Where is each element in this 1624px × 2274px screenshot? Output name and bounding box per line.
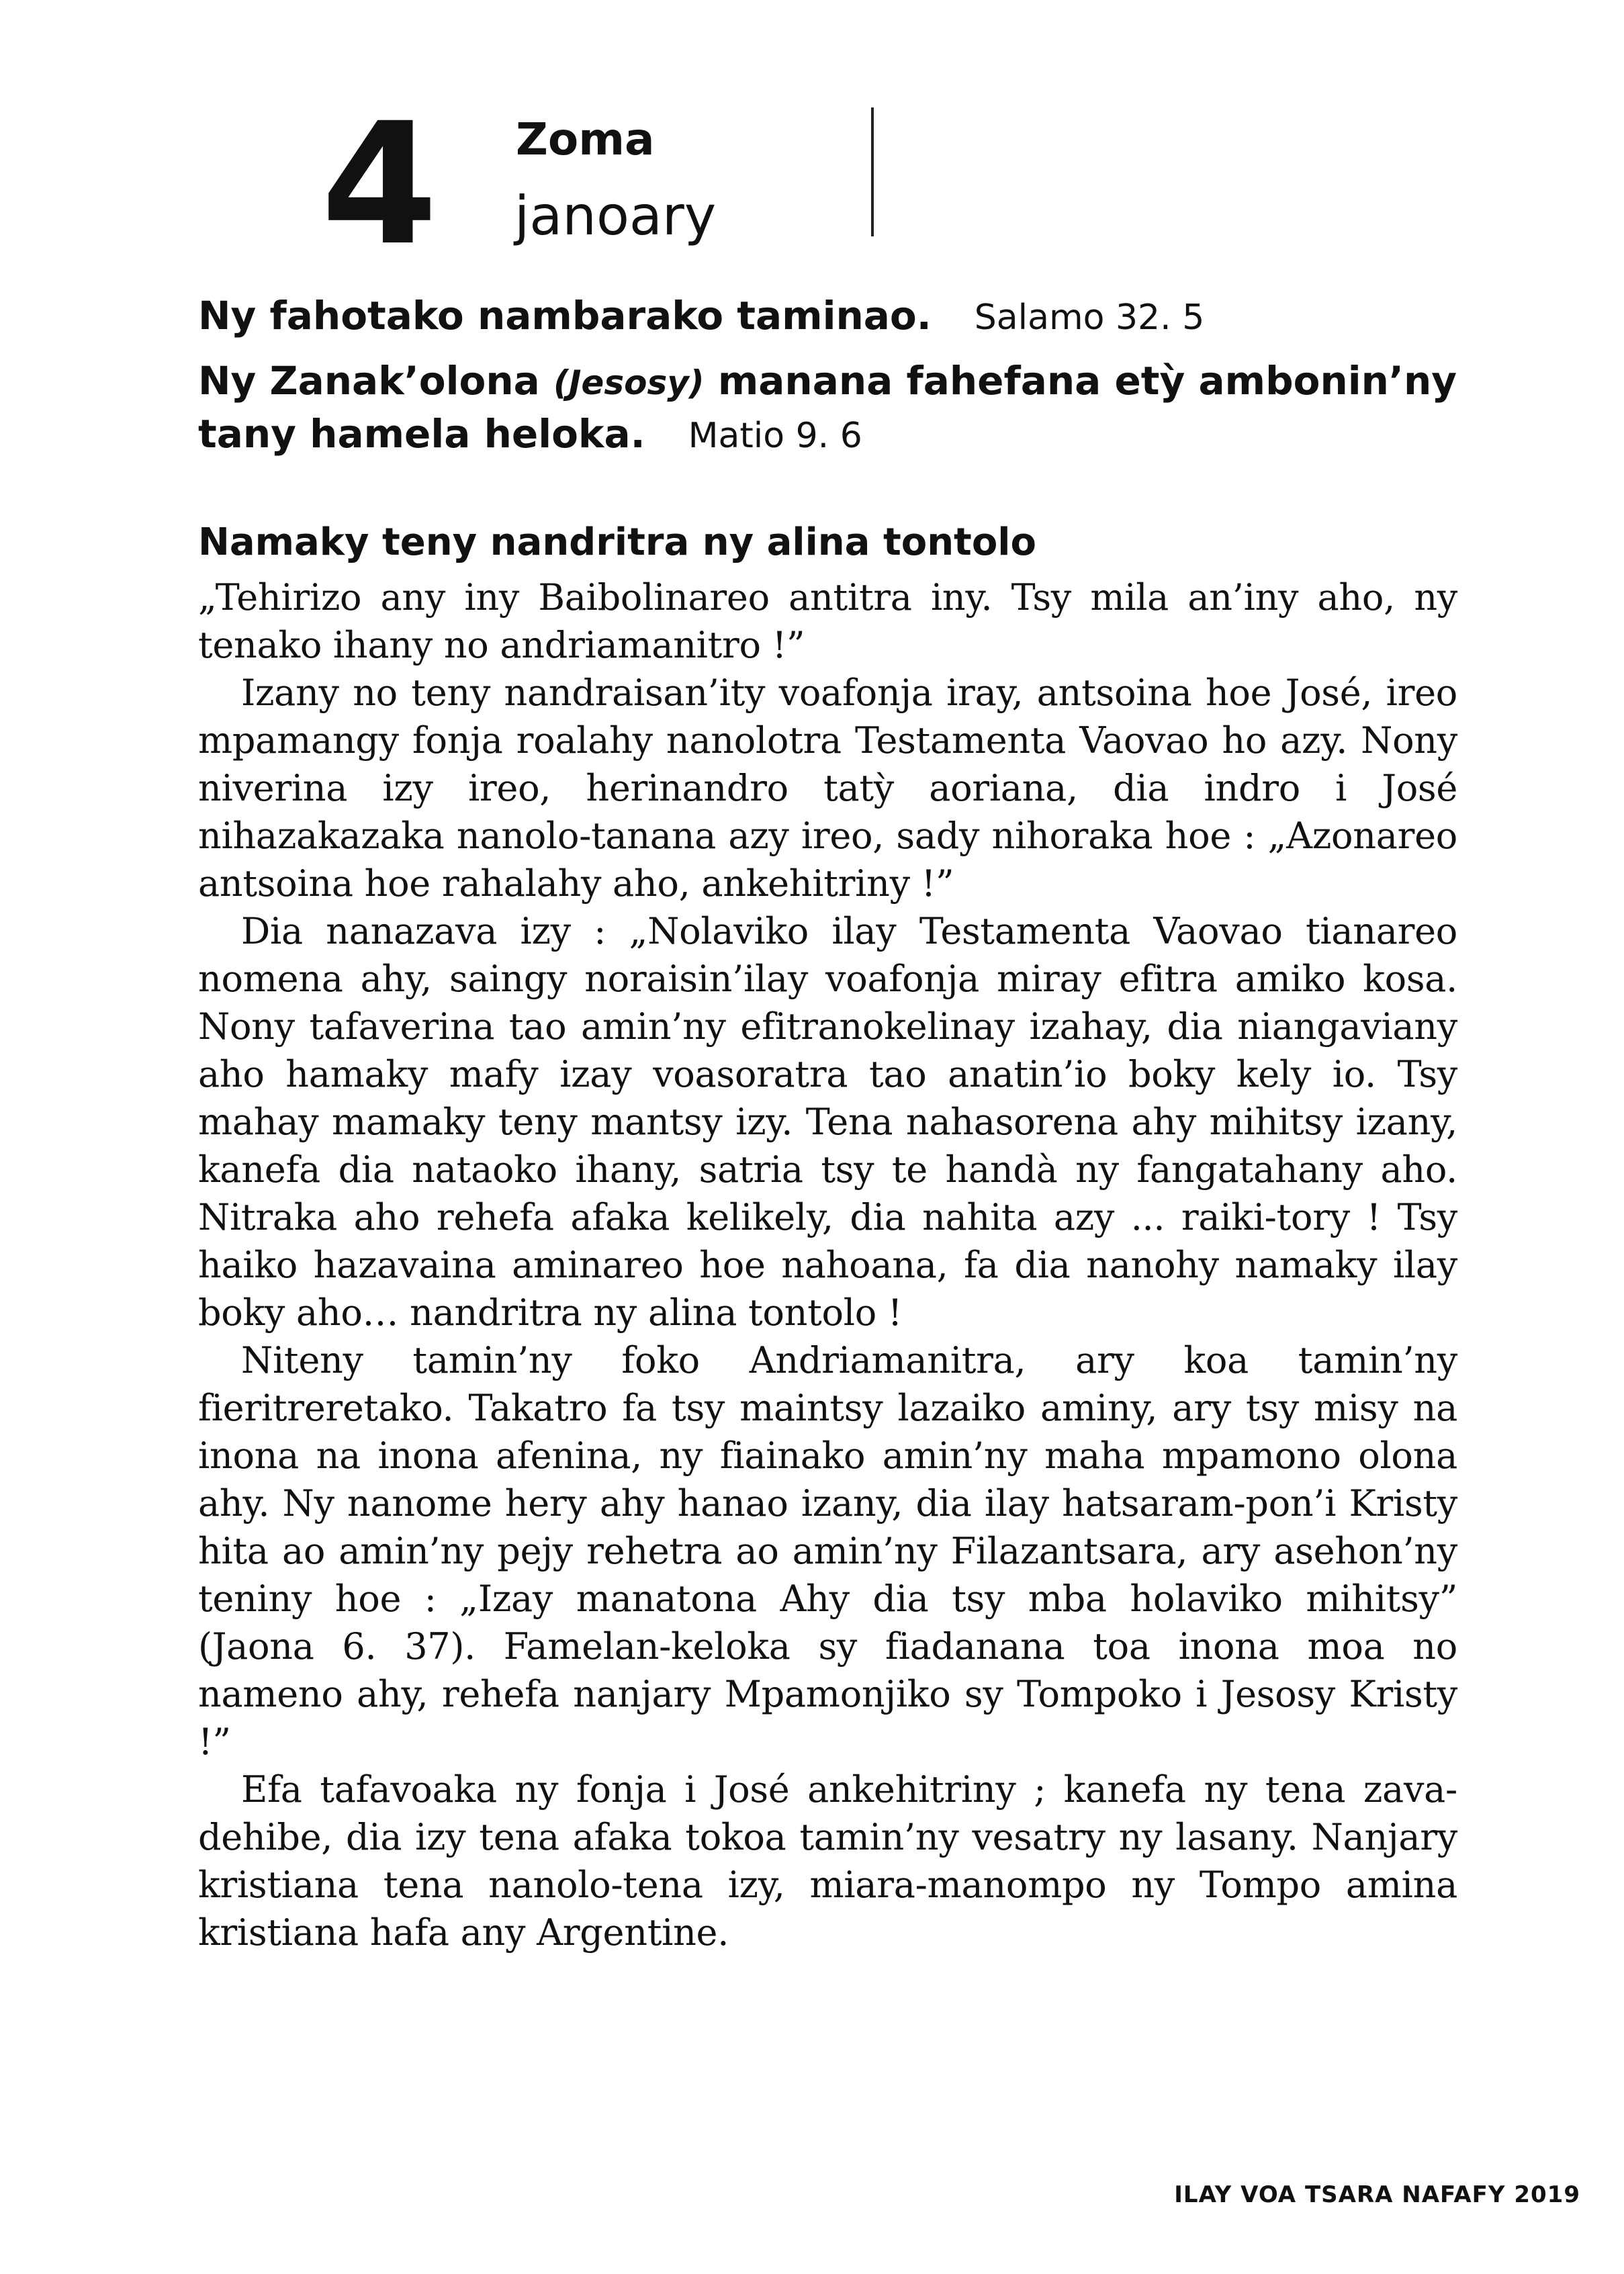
day-number: 4 [321, 87, 434, 282]
verse-2-text-before: Ny Zanak’olona [198, 358, 553, 404]
article-paragraph-2: Izany no teny nandraisan’ity voafonja iray, antsoina hoe José, ireo mpamangy fonja roalahy nanolotra Testamenta Vaovao ho azy. Nony niverina izy ireo, herinandro tatỳ aoriana, dia indro i José nihazakazaka nanolo-tanana azy ireo, sady nihoraka hoe : „Azonareo antsoina hoe rahalahy aho, ankehitriny !” [198, 672, 1457, 905]
article-paragraph-3: Dia nanazava izy : „Nolaviko ilay Testamenta Vaovao tianareo nomena ahy, saingy noraisin’ilay voafonja miray efitra amiko kosa. Nony tafaverina tao amin’ny efitranokelinay izahay, dia niangaviany aho hamaky mafy izay voasoratra tao anatin’io boky kely io. Tsy mahay mamaky teny mantsy izy. Tena nahasorena ahy mihitsy izany, kanefa dia nataoko ihany, satria tsy te handà ny fangatahany aho. Nitraka aho rehefa afaka kelikely, dia nahita azy ... raiki-tory ! Tsy haiko hazavaina aminareo hoe nahoana, fa dia nanohy namaky ilay boky aho… nandritra ny alina tontolo ! [198, 910, 1457, 1334]
verse-2 [198, 355, 1457, 461]
daily-verses [198, 290, 1457, 473]
footer-publication: ILAY VOA TSARA NAFAFY 2019 [1174, 2181, 1580, 2208]
verse-1-text: Ny fahotako nambarako taminao. [198, 293, 932, 338]
header-divider [871, 107, 874, 236]
article-paragraph-5: Efa tafavoaka ny fonja i José ankehitriny ; kanefa ny tena zava-dehibe, dia izy tena afaka tokoa tamin’ny vesatry ny lasany. Nanjary kristiana tena nanolo-tena izy, miara-manompo ny Tompo amina kristiana hafa any Argentine. [198, 1768, 1457, 1954]
weekday: Zoma [516, 113, 655, 165]
verse-2-text-after: manana fahefana etỳ ambonin’ny tany hamela heloka. [198, 358, 1457, 457]
article-paragraph-1: „Tehirizo any iny Baibolinareo antitra iny. Tsy mila an’iny aho, ny tenako ihany no andriamanitro !” [198, 576, 1457, 666]
verse-1-reference: Salamo 32. 5 [974, 298, 1205, 338]
article [198, 517, 1457, 1956]
verse-2-reference: Matio 9. 6 [688, 416, 862, 456]
verse-1 [198, 290, 1457, 343]
verse-2-emphasis: (Jesosy) [553, 363, 705, 402]
date-header [0, 0, 1624, 282]
month: janoary [514, 185, 717, 247]
article-title: Namaky teny nandritra ny alina tontolo [198, 520, 1036, 564]
article-paragraph-4: Niteny tamin’ny foko Andriamanitra, ary koa tamin’ny fieritreretako. Takatro fa tsy maintsy lazaiko aminy, ary tsy misy na inona na inona afenina, ny fiainako amin’ny maha mpamono olona ahy. Ny nanome hery ahy hanao izany, dia ilay hatsaram-pon’i Kristy hita ao amin’ny pejy rehetra ao amin’ny Filazantsara, ary asehon’ny teniny hoe : „Izay manatona Ahy dia tsy mba holaviko mihitsy” (Jaona 6. 37). Famelan-keloka sy fiadanana toa inona moa no nameno ahy, rehefa nanjary Mpamonjiko sy Tompoko i Jesosy Kristy !” [198, 1339, 1457, 1763]
